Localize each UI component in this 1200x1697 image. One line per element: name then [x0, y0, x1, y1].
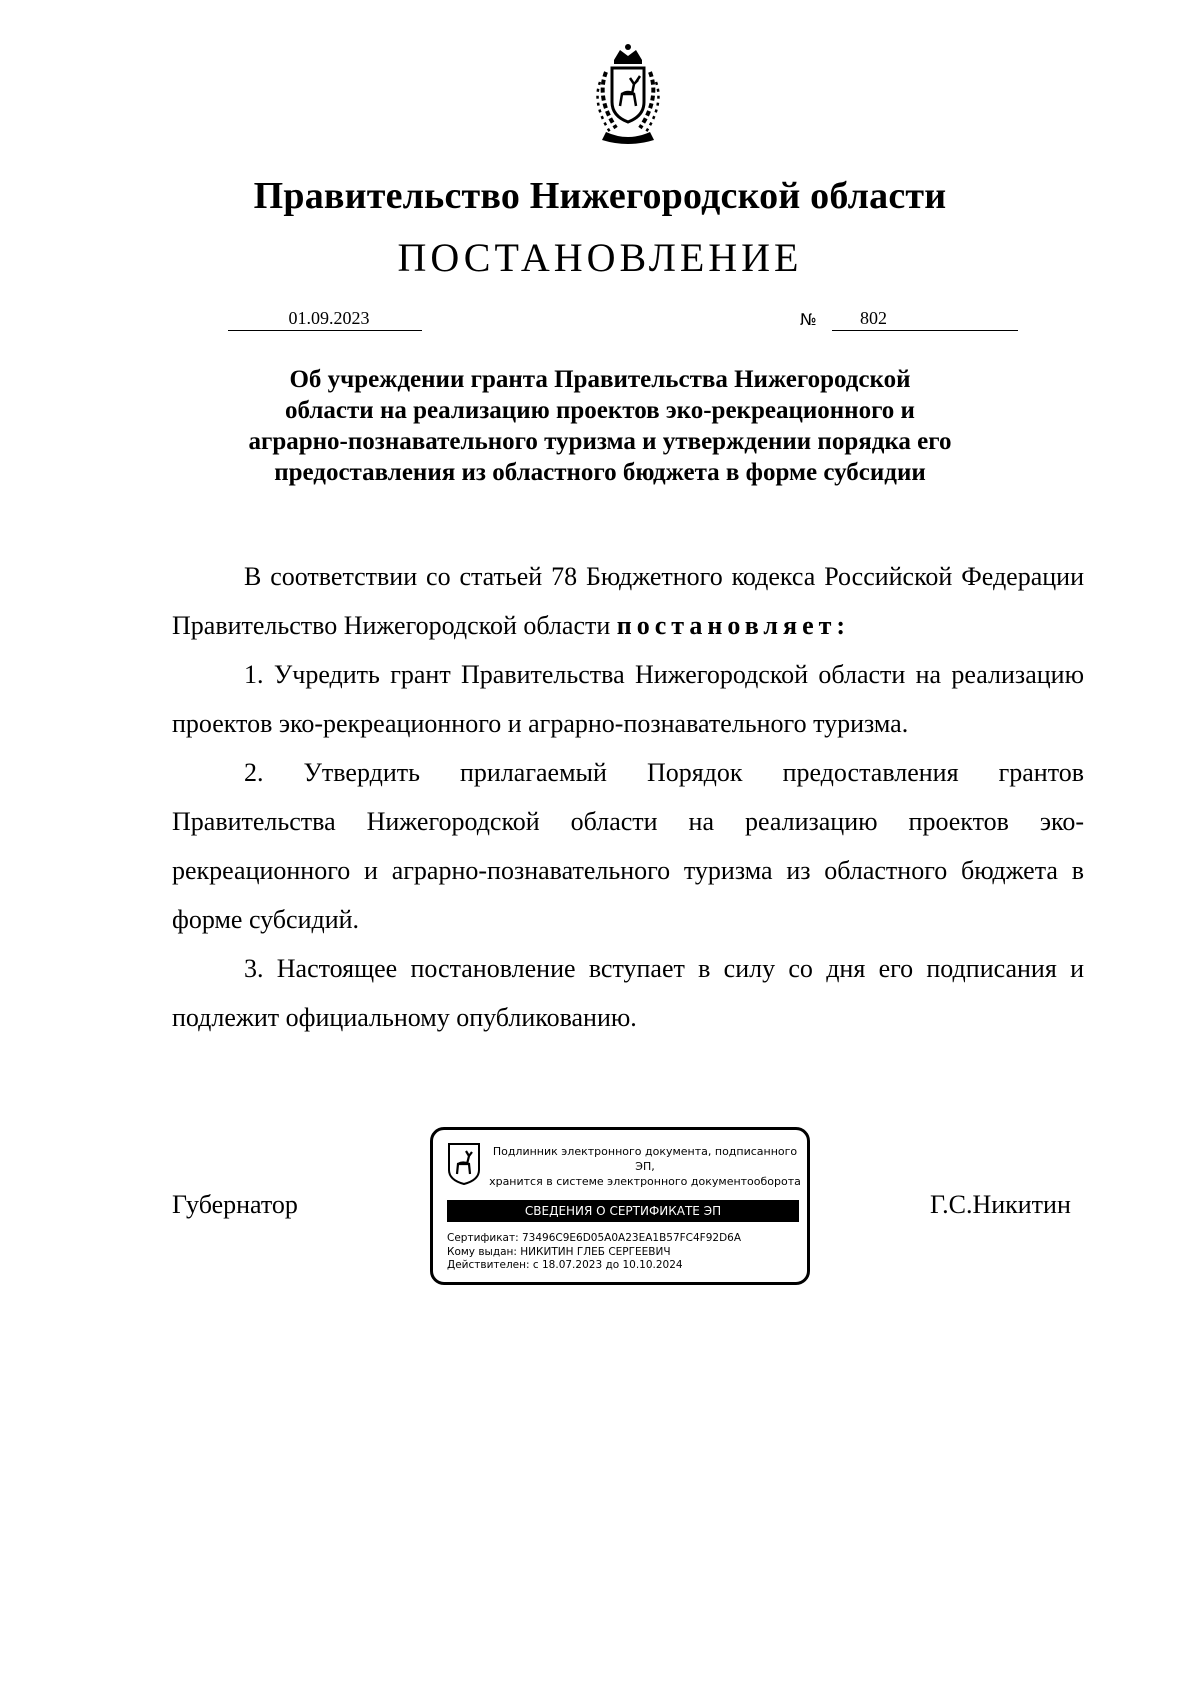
stamp-value: НИКИТИН ГЛЕБ СЕРГЕЕВИЧ	[520, 1245, 671, 1258]
stamp-label: Действителен:	[447, 1259, 530, 1271]
stamp-header-line: хранится в системе электронного документооборота	[489, 1175, 801, 1188]
stamp-header	[487, 1144, 803, 1189]
item-3-paragraph: 3. Настоящее постановление вступает в силу со дня его подписания и подлежит официальному опубликованию.	[172, 954, 1084, 1032]
deer-shield-icon	[447, 1142, 481, 1186]
document-number-label: №	[800, 310, 817, 329]
coat-of-arms-icon	[576, 42, 680, 146]
item-2-paragraph: 2. Утвердить прилагаемый Порядок предоставления грантов Правительства Нижегородской области на реализацию проектов эко-рекреационного и аграрно-познавательного туризма из областного бюджета в форме субсидий.	[172, 758, 1084, 934]
stamp-row-valid	[447, 1259, 799, 1273]
stamp-certificate-details	[447, 1232, 799, 1273]
document-number: 802	[832, 306, 1018, 331]
subject-line: Об учреждении гранта Правительства Нижегородской	[289, 366, 911, 393]
decree-word: постановляет:	[616, 611, 851, 640]
subject-line: предоставления из областного бюджета в форме субсидии	[274, 459, 926, 486]
subject-line: аграрно-познавательного туризма и утверждении порядка его	[248, 428, 952, 455]
stamp-row-certificate	[447, 1232, 799, 1246]
document-subject	[170, 364, 1030, 488]
document-type-title: ПОСТАНОВЛЕНИЕ	[397, 235, 803, 280]
electronic-signature-stamp	[430, 1127, 810, 1285]
document-body	[172, 552, 1084, 1042]
stamp-value: 73496C9E6D05A0A23EA1B57FC4F92D6A	[521, 1232, 742, 1244]
stamp-label: Сертификат:	[447, 1232, 519, 1244]
stamp-value: с 18.07.2023 до 10.10.2024	[532, 1259, 683, 1271]
signatory-name: Г.С.Никитин	[930, 1190, 1071, 1219]
preamble-text: В соответствии со статьей 78 Бюджетного кодекса Российской Федерации Правительство Нижегородской области	[172, 562, 1084, 640]
organization-title: Правительство Нижегородской области	[253, 175, 947, 217]
preamble-paragraph	[172, 552, 1084, 650]
stamp-certificate-bar: СВЕДЕНИЯ О СЕРТИФИКАТЕ ЭП	[447, 1200, 799, 1222]
item-1-paragraph: 1. Учредить грант Правительства Нижегородской области на реализацию проектов эко-рекреационного и аграрно-познавательного туризма.	[172, 660, 1084, 738]
stamp-row-issued-to	[447, 1246, 799, 1260]
signatory-position: Губернатор	[172, 1190, 298, 1219]
subject-line: области на реализацию проектов эко-рекреационного и	[285, 397, 915, 424]
document-date: 01.09.2023	[228, 306, 422, 331]
stamp-label: Кому выдан:	[447, 1245, 517, 1258]
stamp-header-line: Подлинник электронного документа, подписанного ЭП,	[492, 1145, 798, 1173]
